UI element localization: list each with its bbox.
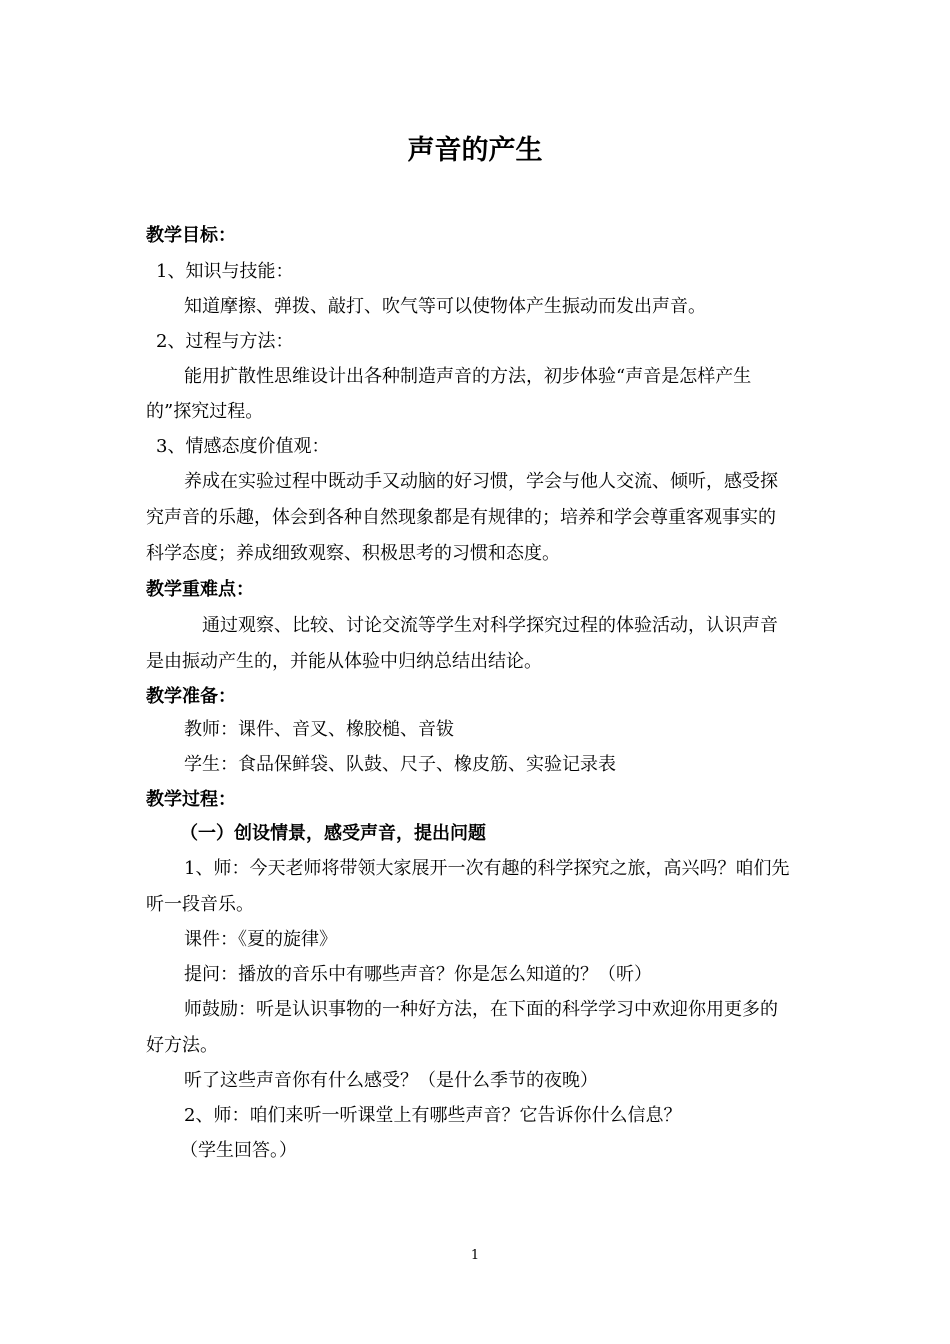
process-paragraph-1-line-2: 听一段音乐。 — [146, 894, 254, 915]
objective-1-text: 知道摩擦、弹拨、敲打、吹气等可以使物体产生振动而发出声音。 — [184, 296, 706, 317]
preparation-student: 学生：食品保鲜袋、队鼓、尺子、橡皮筋、实验记录表 — [184, 754, 616, 775]
process-paragraph-2: 2、师：咱们来听一听课堂上有哪些声音？它告诉你什么信息？ — [184, 1105, 682, 1126]
process-step-1-heading: （一）创设情景，感受声音，提出问题 — [180, 823, 486, 844]
objective-3-text-line-2: 究声音的乐趣，体会到各种自然现象都是有规律的；培养和学会尊重客观事实的 — [146, 507, 776, 528]
process-feeling: 听了这些声音你有什么感受？（是什么季节的夜晚） — [184, 1070, 598, 1091]
page-number: 1 — [470, 1248, 480, 1263]
process-courseware: 课件：《夏的旋律》 — [184, 929, 337, 950]
objective-2-text-line-2: 的”探究过程。 — [146, 401, 264, 422]
section-heading-objectives: 教学目标： — [146, 225, 236, 246]
key-points-text-line-2: 是由振动产生的，并能从体验中归纳总结出结论。 — [146, 651, 542, 672]
preparation-teacher: 教师：课件、音叉、橡胶槌、音钹 — [184, 719, 454, 740]
key-points-text-line-1: 通过观察、比较、讨论交流等学生对科学探究过程的体验活动，认识声音 — [202, 615, 778, 636]
section-heading-key-points: 教学重难点： — [146, 579, 254, 600]
objective-3-heading: 3、情感态度价值观： — [156, 436, 330, 457]
section-heading-process: 教学过程： — [146, 789, 236, 810]
process-question: 提问：播放的音乐中有哪些声音？你是怎么知道的？（听） — [184, 964, 652, 985]
objective-3-text-line-1: 养成在实验过程中既动手又动脑的好习惯，学会与他人交流、倾听，感受探 — [184, 471, 778, 492]
process-student-answer: （学生回答。） — [180, 1140, 297, 1161]
process-encourage-line-1: 师鼓励：听是认识事物的一种好方法，在下面的科学学习中欢迎你用更多的 — [184, 999, 778, 1020]
objective-1-heading: 1、知识与技能： — [156, 261, 294, 282]
section-heading-preparation: 教学准备： — [146, 686, 236, 707]
objective-2-text-line-1: 能用扩散性思维设计出各种制造声音的方法，初步体验“声音是怎样产生 — [184, 366, 752, 387]
objective-3-text-line-3: 科学态度；养成细致观察、积极思考的习惯和态度。 — [146, 543, 560, 564]
process-encourage-line-2: 好方法。 — [146, 1035, 218, 1056]
objective-2-heading: 2、过程与方法： — [156, 331, 294, 352]
process-paragraph-1-line-1: 1、师：今天老师将带领大家展开一次有趣的科学探究之旅，高兴吗？咱们先 — [184, 858, 790, 879]
document-title: 声音的产生 — [407, 135, 543, 166]
